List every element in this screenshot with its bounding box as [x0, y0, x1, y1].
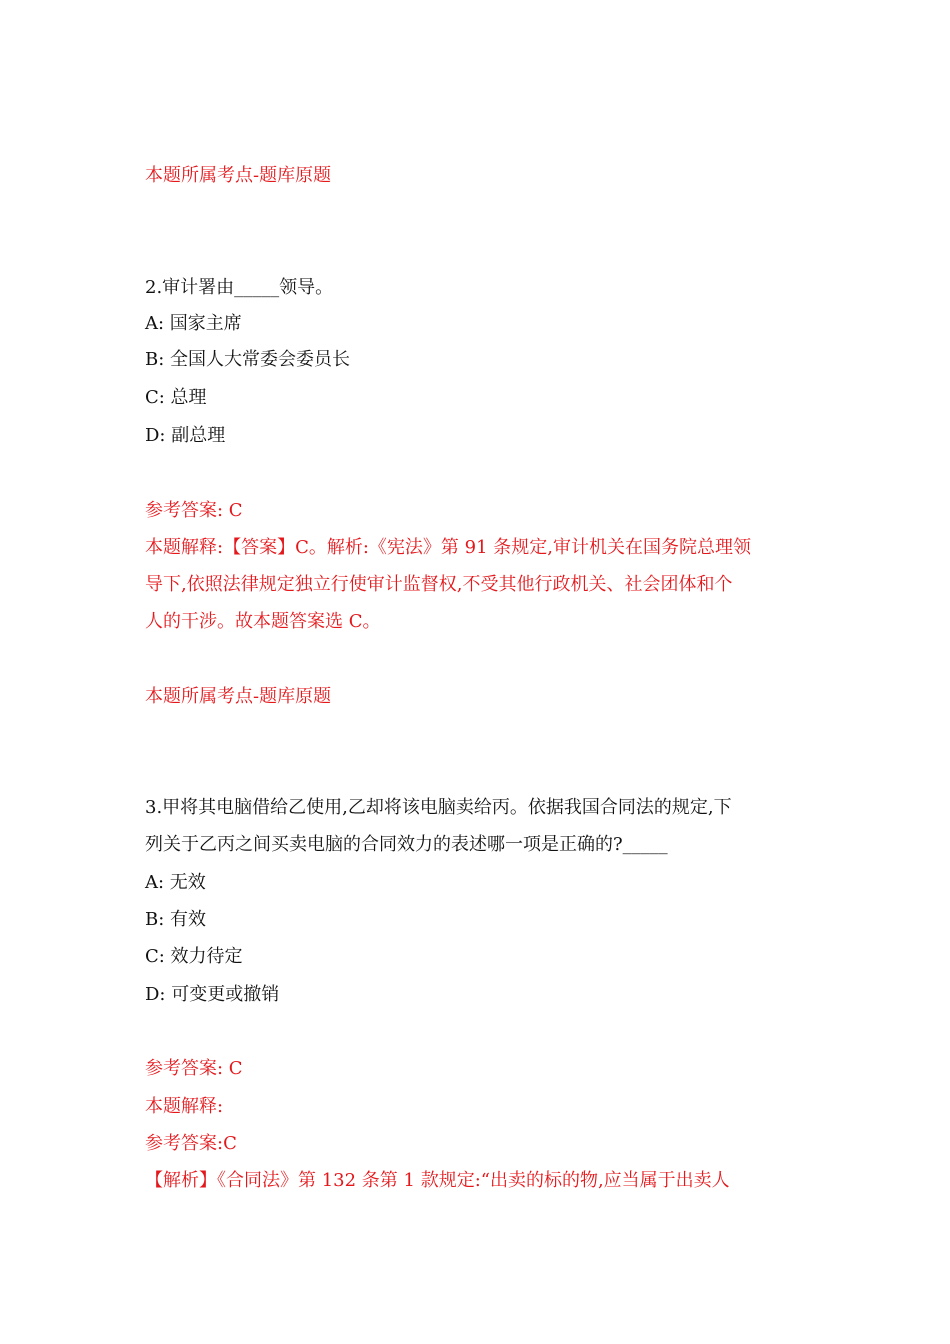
question-2-analysis-line-3: 人的干涉。故本题答案选 C。 [145, 611, 381, 632]
question-3-option-d: D: 可变更或撤销 [145, 984, 280, 1005]
question-3-text-line-1: 3.甲将其电脑借给乙使用,乙却将该电脑卖给丙。依据我国合同法的规定,下 [145, 797, 732, 818]
question-2-analysis-line-2: 导下,依照法律规定独立行使审计监督权,不受其他行政机关、社会团体和个 [145, 574, 733, 595]
question-3-option-c: C: 效力待定 [145, 946, 243, 967]
question-2-analysis-line-1: 本题解释:【答案】C。解析:《宪法》第 91 条规定,审计机关在国务院总理领 [145, 537, 751, 558]
question-3-option-b: B: 有效 [145, 909, 207, 930]
question-3-analysis-label: 本题解释: [145, 1096, 224, 1117]
question-3-answer: 参考答案: C [145, 1058, 243, 1079]
question-2-answer: 参考答案: C [145, 500, 243, 521]
question-3-analysis-line: 【解析】《合同法》第 132 条第 1 款规定:“出卖的标的物,应当属于出卖人 [145, 1170, 730, 1191]
question-2-option-c: C: 总理 [145, 387, 207, 408]
question-3-text-line-2: 列关于乙丙之间买卖电脑的合同效力的表述哪一项是正确的?_____ [145, 834, 668, 855]
question-source-1: 本题所属考点-题库原题 [145, 165, 332, 186]
question-2-option-d: D: 副总理 [145, 425, 226, 446]
question-3-option-a: A: 无效 [145, 872, 206, 893]
question-source-2: 本题所属考点-题库原题 [145, 686, 332, 707]
question-3-answer-repeat: 参考答案:C [145, 1133, 237, 1154]
question-2-option-b: B: 全国人大常委会委员长 [145, 349, 351, 370]
question-2-option-a: A: 国家主席 [145, 313, 242, 334]
question-2-text: 2.审计署由_____领导。 [145, 277, 334, 298]
